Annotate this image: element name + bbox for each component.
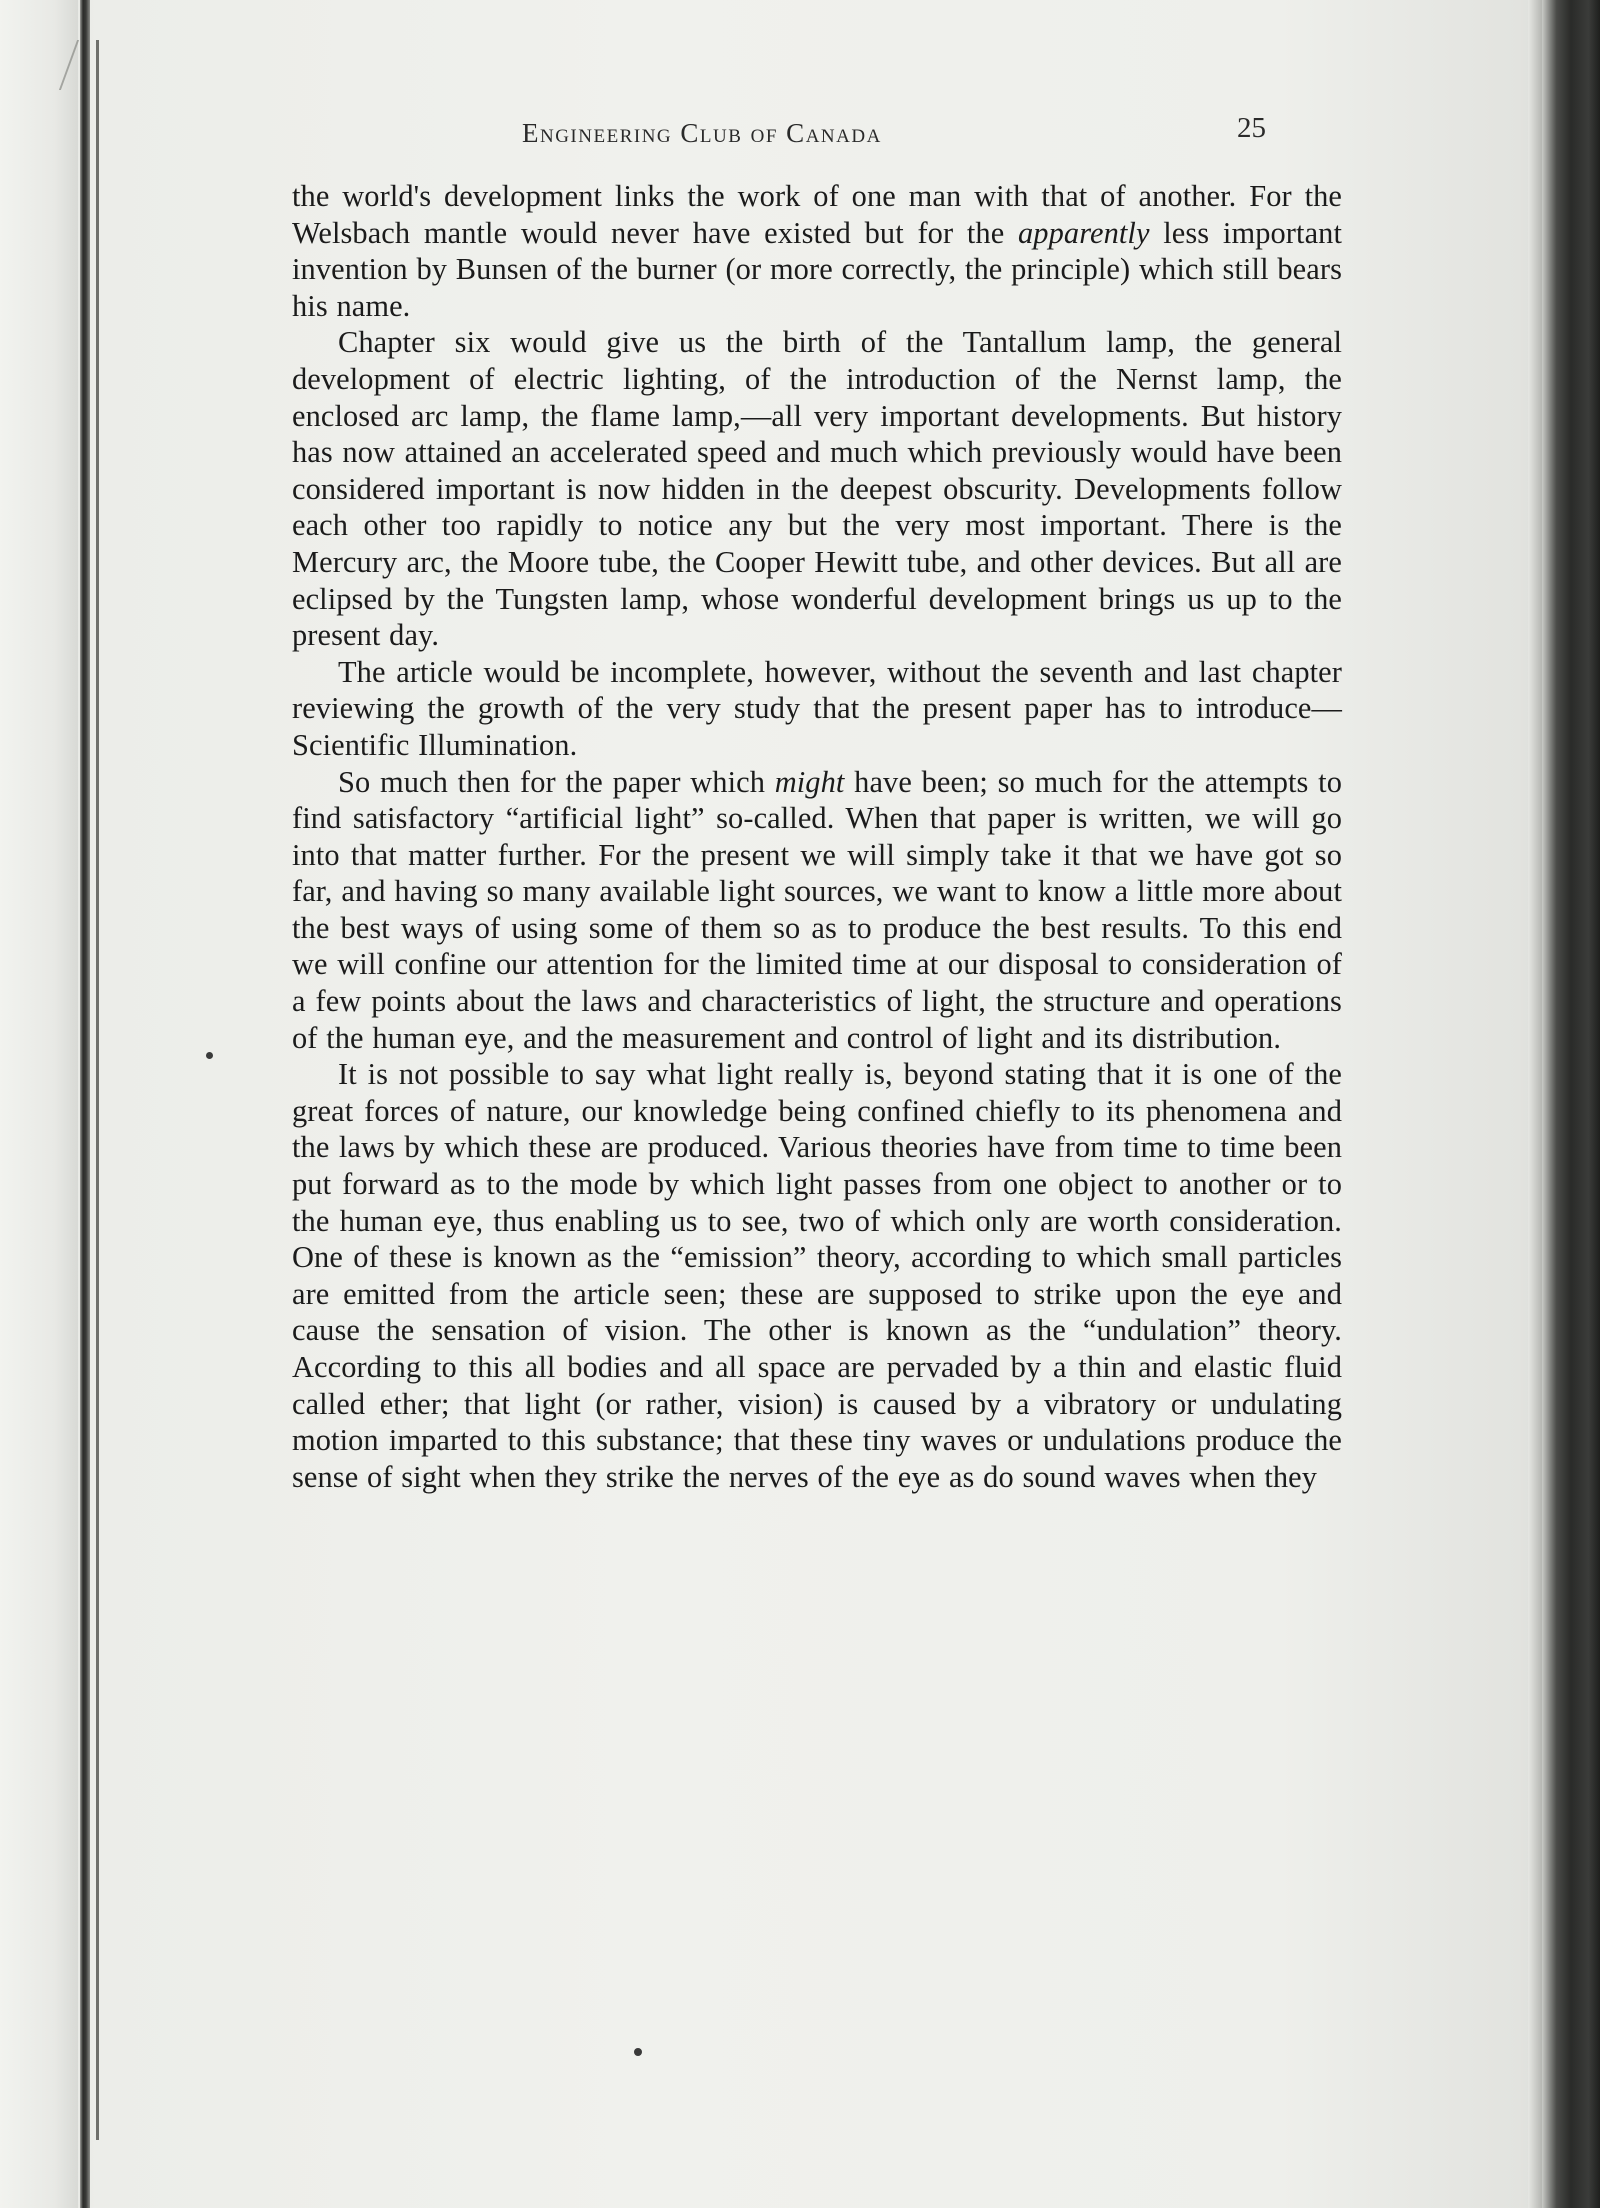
paragraph-text: The article would be incomplete, however, without the seventh and last chapter reviewing the growth of the very study that the present paper has to introduce—Scientific Illumination. [292,654,1342,762]
paragraph-text: Chapter six would give us the birth of the Tantallum lamp, the general development of electric lighting, of the introduction of the Nernst lamp, the enclosed arc lamp, the flame lamp,—all very important developments. But history has now attained an accelerated speed and much which previously would have been considered important is now hidden in the deepest obscurity. Developments follow each other too rapidly to notice any but the very most important. There is the Mercury arc, the Moore tube, the Cooper Hewitt tube, and other devices. But all are eclipsed by the Tungsten lamp, whose wonderful development brings us up to the present day. [292,325,1342,653]
paragraph-text: less important invention by Bunsen of the burner (or more correctly, the principle) which still bears his name. [292,215,1342,323]
page-edge-shadow [1528,0,1542,2208]
paragraph-text: So much then for the paper which [338,764,775,799]
page-header [292,112,1342,158]
dust-speck [634,2048,642,2056]
gutter-shadow [96,40,99,2140]
facing-page-edge [0,0,78,2208]
dust-speck [206,1052,213,1059]
paragraph-text: It is not possible to say what light really is, beyond stating that it is one of the great forces of nature, our knowledge being confined chiefly to its phenomena and the laws by which these are produced. Various theories have from time to time been put forward as to the mode by which light passes from one object to another or to the human eye, thus enabling us to see, two of which only are worth consideration. One of these is known as the “emission” theory, according to which small particles are emitted from the article seen; these are supposed to strike upon the eye and cause the sensation of vision. The other is known as the “undulation” theory. According to this all bodies and all space are pervaded by a thin and elastic fluid called ether; that light (or rather, vision) is caused by a vibratory or undulating motion imparted to this substance; that these tiny waves or undulations produce the sense of sight when they strike the nerves of the eye as do sound waves when they [292,1057,1342,1494]
running-head: Engineering Club of Canada [522,118,882,148]
book-cover-edge [1542,0,1600,2208]
paragraph [292,764,1342,1057]
paragraph [292,178,1342,324]
paragraph [292,324,1342,653]
paragraph [292,654,1342,764]
book-page [292,112,1342,1495]
book-gutter [80,0,90,2208]
emphasis-text: apparently [1018,215,1150,250]
page-number: 25 [1237,112,1266,144]
paragraph-text: the world's development links the work of one man with that of another. For the Welsbach mantle would never have existed but for the [292,179,1342,250]
body-text [292,178,1342,1495]
paragraph-text: have been; so much for the attempts to find satisfactory “artificial light” so-called. When that paper is written, we will go into that matter further. For the present we will simply take it that we have got so far, and having so many available light sources, we want to know a little more about the best ways of using some of them so as to produce the best results. To this end we will confine our attention for the limited time at our disposal to consideration of a few points about the laws and characteristics of light, the structure and operations of the human eye, and the measurement and control of light and its distribution. [292,764,1342,1055]
paragraph [292,1056,1342,1495]
emphasis-text: might [774,764,845,799]
